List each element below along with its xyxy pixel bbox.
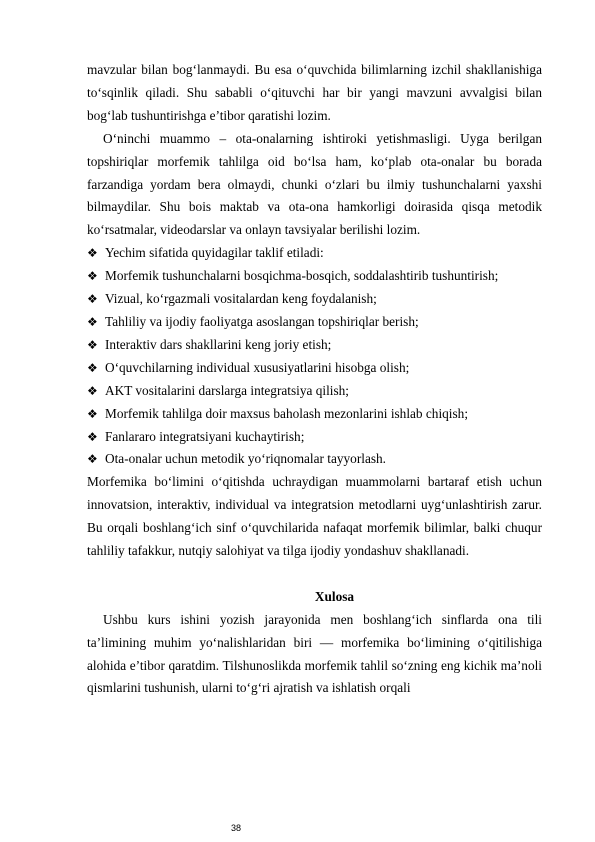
paragraph-1: mavzular bilan bog‘lanmaydi. Bu esa o‘quvchida bilimlarning izchil shakllanishiga to‘sqinlik qiladi. Shu sababli o‘qituvchi har bir yangi mavzuni avvalgisi bilan bog‘lab tushuntirishga e’tibor qaratishi lozim.	[87, 62, 542, 123]
list-item-text: Interaktiv dars shakllarini keng joriy etish;	[105, 336, 332, 352]
diamond-bullet-icon: ❖	[87, 314, 98, 329]
list-item	[87, 242, 542, 265]
diamond-bullet-icon: ❖	[87, 246, 98, 261]
list-item	[87, 403, 542, 426]
list-item	[87, 357, 542, 380]
diamond-bullet-icon: ❖	[87, 360, 98, 375]
list-item-text: Fanlararo integratsiyani kuchaytirish;	[105, 428, 305, 444]
page-content	[87, 59, 542, 700]
list-item	[87, 334, 542, 357]
list-item	[87, 288, 542, 311]
diamond-bullet-icon: ❖	[87, 429, 98, 444]
diamond-bullet-icon: ❖	[87, 292, 98, 307]
list-item	[87, 380, 542, 403]
blank-line	[87, 563, 542, 586]
diamond-bullet-icon: ❖	[87, 406, 98, 421]
list-item	[87, 265, 542, 288]
list-item-text: Tahliliy va ijodiy faoliyatga asoslangan topshiriqlar berish;	[105, 313, 419, 329]
page-number: 38	[231, 823, 242, 833]
diamond-bullet-icon: ❖	[87, 337, 98, 352]
list-item-text: Morfemik tahlilga doir maxsus baholash mezonlarini ishlab chiqish;	[105, 405, 469, 421]
list-item-text: Ota-onalar uchun metodik yo‘riqnomalar tayyorlash.	[105, 451, 386, 467]
list-item	[87, 311, 542, 334]
list-item-text: Morfemik tushunchalarni bosqichma-bosqich, soddalashtirib tushuntirish;	[105, 268, 499, 284]
list-item-text: O‘quvchilarning individual xususiyatlarini hisobga olish;	[105, 359, 410, 375]
bullet-list	[87, 242, 542, 471]
list-item-text: AKT vositalarini darslarga integratsiya qilish;	[105, 382, 349, 398]
paragraph-4: Ushbu kurs ishini yozish jarayonida men boshlang‘ich sinflarda ona tili ta’limining muhim yo‘nalishlaridan biri — morfemika bo‘limining o‘qitilishiga alohida e’tibor qaratdim. Tilshunoslikda morfemik tahlil so‘zning eng kichik ma’noli qismlarini tushunish, ularni to‘g‘ri ajratish va ishlatish orqali	[87, 611, 542, 696]
list-item-text: Yechim sifatida quyidagilar taklif etiladi:	[105, 245, 324, 261]
diamond-bullet-icon: ❖	[87, 452, 98, 467]
paragraph-2: O‘ninchi muammo – ota-onalarning ishtiroki yetishmasligi. Uyga berilgan topshiriqlar morfemik tahlilga oid bo‘lsa ham, ko‘plab ota-onalar bu borada farzandiga yordam bera olmaydi, chunki o‘zlari bu ilmiy tushunchalarni yaxshi bilmaydilar. Shu bois maktab va ota-ona hamkorligi doirasida qisqa metodik ko‘rsatmalar, videodarslar va onlayn tavsiyalar berilishi lozim.	[87, 130, 542, 238]
list-item	[87, 448, 542, 471]
section-heading: Xulosa	[314, 588, 355, 604]
list-item-text: Vizual, ko‘rgazmali vositalardan keng foydalanish;	[105, 291, 377, 307]
list-item	[87, 426, 542, 449]
diamond-bullet-icon: ❖	[87, 383, 98, 398]
diamond-bullet-icon: ❖	[87, 269, 98, 284]
paragraph-3: Morfemika bo‘limini o‘qitishda uchraydigan muammolarni bartaraf etish uchun innovatsion, interaktiv, individual va integratsion metodlarni uyg‘unlashtirish zarur. Bu orqali boshlang‘ich sinf o‘quvchilarida nafaqat morfemik bilimlar, balki chuqur tahliliy tafakkur, nutqiy salohiyat va tilga ijodiy yondashuv shakllanadi.	[87, 474, 542, 559]
